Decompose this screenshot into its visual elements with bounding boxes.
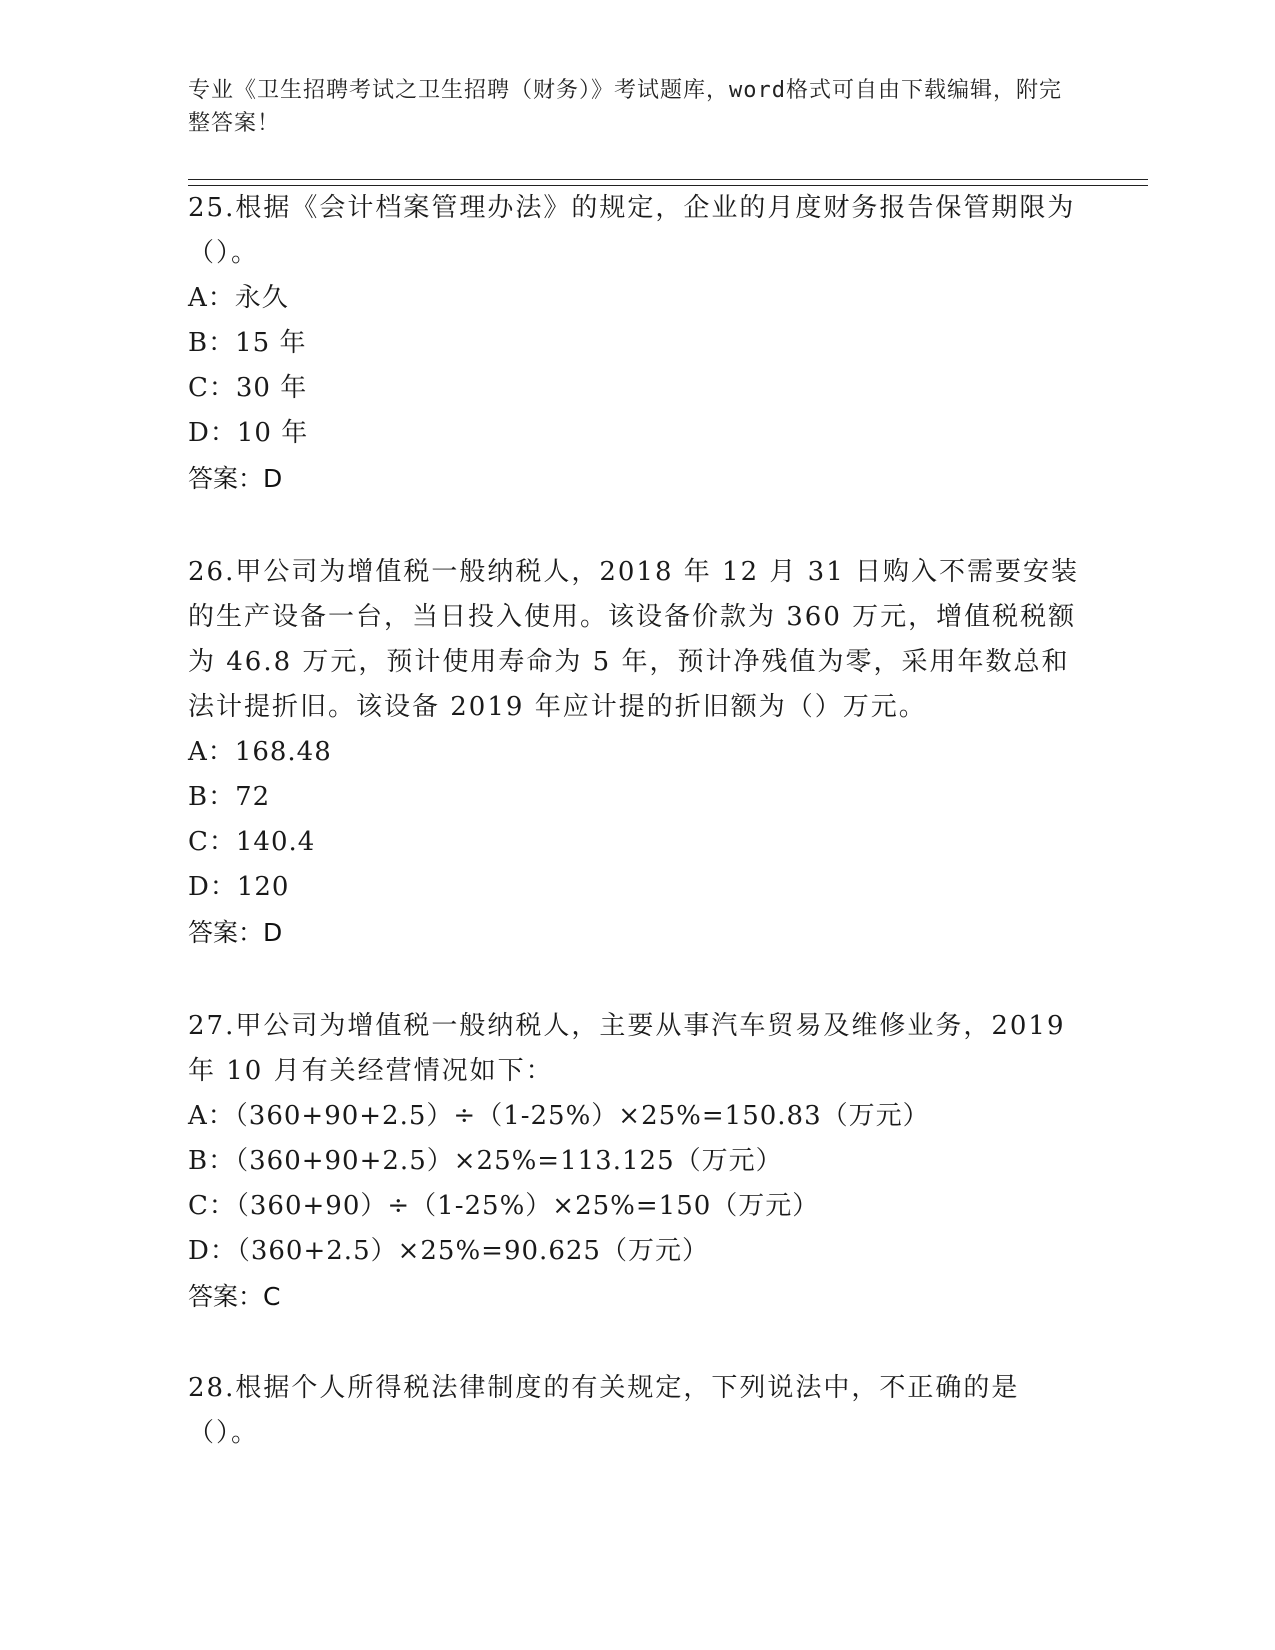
answer-line: 答案：C: [188, 1282, 281, 1311]
question-25: [188, 186, 1088, 501]
header-divider-top: [188, 179, 1148, 180]
option-c: C：30 年: [188, 373, 308, 403]
answer-line: 答案：D: [188, 464, 283, 493]
option-d: D：10 年: [188, 418, 309, 448]
document-header: 专业《卫生招聘考试之卫生招聘（财务）》考试题库，word格式可自由下载编辑，附完整答案！: [188, 78, 1062, 136]
option-b: B：72: [188, 782, 271, 812]
option-c: C：140.4: [188, 827, 316, 857]
option-c: C：（360+90）÷（1-25%）×25%=150（万元）: [188, 1191, 820, 1221]
option-b: B：15 年: [188, 328, 307, 358]
question-28: [188, 1366, 1088, 1456]
option-b: B：（360+90+2.5）×25%=113.125（万元）: [188, 1146, 783, 1176]
question-stem: 25.根据《会计档案管理办法》的规定，企业的月度财务报告保管期限为（）。: [188, 193, 1076, 268]
option-d: D：（360+2.5）×25%=90.625（万元）: [188, 1236, 709, 1266]
option-a: A：永久: [188, 283, 289, 313]
question-27: [188, 1004, 1088, 1319]
option-a: A：168.48: [188, 737, 332, 767]
question-stem: 28.根据个人所得税法律制度的有关规定，下列说法中，不正确的是（）。: [188, 1373, 1020, 1448]
question-26: [188, 550, 1088, 955]
option-d: D：120: [188, 872, 290, 902]
question-stem: 26.甲公司为增值税一般纳税人，2018 年 12 月 31 日购入不需要安装的生产设备一台，当日投入使用。该设备价款为 360 万元，增值税税额为 46.8 万元，预计使用寿命为 5 年，预计净残值为零，采用年数总和法计提折旧。该设备 2019 年应计提的折旧额为（）万元。: [188, 557, 1080, 722]
option-a: A：（360+90+2.5）÷（1-25%）×25%=150.83（万元）: [188, 1101, 930, 1131]
question-stem: 27.甲公司为增值税一般纳税人，主要从事汽车贸易及维修业务，2019 年 10 月有关经营情况如下：: [188, 1011, 1066, 1086]
answer-line: 答案：D: [188, 918, 283, 947]
